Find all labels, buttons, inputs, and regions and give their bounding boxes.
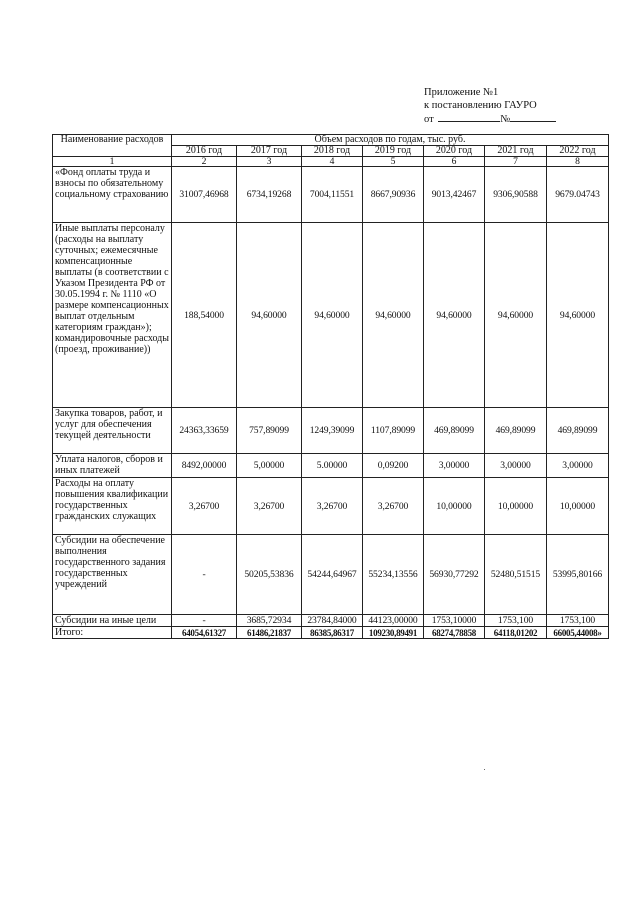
row-name: Субсидии на иные цели	[53, 615, 172, 627]
row-value: 10,00000	[485, 478, 547, 535]
scan-speck	[484, 769, 485, 770]
row-value: 94,60000	[485, 223, 547, 408]
row-value: 52480,51515	[485, 535, 547, 615]
row-name: Субсидии на обеспечение выполнения государственного задания государственных учреждений	[53, 535, 172, 615]
row-value: 6734,19268	[237, 167, 302, 223]
number-sign: №	[500, 114, 511, 125]
row-value: -	[172, 535, 237, 615]
appendix-resolution: к постановлению ГАУРО	[424, 100, 537, 111]
row-value: 8667,90936	[363, 167, 424, 223]
row-value: 23784,84000	[302, 615, 363, 627]
row-value: 757,89099	[237, 408, 302, 454]
row-value: 5.00000	[302, 454, 363, 478]
year-header: 2018 год	[302, 146, 363, 157]
total-value: 86385,86317	[302, 627, 363, 639]
row-value: 3,26700	[363, 478, 424, 535]
total-value: 68274,78858	[424, 627, 485, 639]
row-value: 9306,90588	[485, 167, 547, 223]
appendix-date-line	[424, 112, 556, 126]
row-value: 50205,53836	[237, 535, 302, 615]
row-value: 0,09200	[363, 454, 424, 478]
table-row	[53, 478, 609, 535]
table-row	[53, 615, 609, 627]
name-column-header: Наименование расходов	[53, 135, 172, 157]
row-value: 3,26700	[172, 478, 237, 535]
row-name: Уплата налогов, сборов и иных платежей	[53, 454, 172, 478]
row-value: 9679.04743	[547, 167, 609, 223]
total-value: 64054,61327	[172, 627, 237, 639]
date-blank	[438, 112, 500, 122]
column-index: 3	[237, 157, 302, 167]
row-value: 5,00000	[237, 454, 302, 478]
total-value: 64118,01202	[485, 627, 547, 639]
row-value: 10,00000	[547, 478, 609, 535]
date-prefix: от	[424, 114, 434, 125]
row-value: 94,60000	[237, 223, 302, 408]
row-value: 1753,10000	[424, 615, 485, 627]
row-value: 54244,64967	[302, 535, 363, 615]
row-value: 3685,72934	[237, 615, 302, 627]
table-row	[53, 454, 609, 478]
row-value: 469,89099	[424, 408, 485, 454]
table-row	[53, 408, 609, 454]
expenses-table	[52, 134, 609, 639]
year-header: 2019 год	[363, 146, 424, 157]
year-header: 2021 год	[485, 146, 547, 157]
table-row	[53, 223, 609, 408]
row-value: 31007,46968	[172, 167, 237, 223]
column-index: 6	[424, 157, 485, 167]
year-header: 2022 год	[547, 146, 609, 157]
row-value: 24363,33659	[172, 408, 237, 454]
column-index: 1	[53, 157, 172, 167]
row-name: Иные выплаты персоналу (расходы на выплату суточных; ежемесячные компенсационные выплаты (в соответствии с Указом Президента РФ от 30.05.1994 г. № 1110 «О размере компенсационных выплат отдельным категориям граждан»); командировочные расходы (проезд, проживание))	[53, 223, 172, 408]
row-value: 53995,80166	[547, 535, 609, 615]
row-value: 1753,100	[485, 615, 547, 627]
row-value: 469,89099	[547, 408, 609, 454]
row-value: 1753,100	[547, 615, 609, 627]
appendix-header	[424, 86, 556, 126]
year-header: 2020 год	[424, 146, 485, 157]
row-value: 188,54000	[172, 223, 237, 408]
row-name: «Фонд оплаты труда и взносы по обязательному социальному страхованию	[53, 167, 172, 223]
total-label: Итого:	[53, 627, 172, 639]
total-value: 109230,89491	[363, 627, 424, 639]
column-index: 7	[485, 157, 547, 167]
column-index: 8	[547, 157, 609, 167]
column-index: 4	[302, 157, 363, 167]
column-index: 2	[172, 157, 237, 167]
row-value: 94,60000	[547, 223, 609, 408]
year-header: 2016 год	[172, 146, 237, 157]
row-value: 3,00000	[424, 454, 485, 478]
number-blank	[510, 112, 556, 122]
row-value: 3,00000	[547, 454, 609, 478]
row-value: 469,89099	[485, 408, 547, 454]
total-value: 66005,44008»	[547, 627, 609, 639]
row-value: -	[172, 615, 237, 627]
table-row	[53, 535, 609, 615]
row-value: 9013,42467	[424, 167, 485, 223]
row-value: 1107,89099	[363, 408, 424, 454]
row-value: 94,60000	[302, 223, 363, 408]
volume-group-header: Объем расходов по годам, тыс. руб.	[172, 135, 609, 146]
row-value: 44123,00000	[363, 615, 424, 627]
row-value: 94,60000	[424, 223, 485, 408]
row-value: 55234,13556	[363, 535, 424, 615]
row-name: Расходы на оплату повышения квалификации государственных гражданских служащих	[53, 478, 172, 535]
row-value: 10,00000	[424, 478, 485, 535]
appendix-title: Приложение №1	[424, 87, 499, 98]
total-value: 61486,21837	[237, 627, 302, 639]
row-value: 8492,00000	[172, 454, 237, 478]
table-header-row	[53, 135, 609, 146]
column-index: 5	[363, 157, 424, 167]
total-row	[53, 627, 609, 639]
row-value: 1249,39099	[302, 408, 363, 454]
row-name: Закупка товаров, работ, и услуг для обеспечения текущей деятельности	[53, 408, 172, 454]
year-header: 2017 год	[237, 146, 302, 157]
row-value: 3,26700	[302, 478, 363, 535]
column-index-row	[53, 157, 609, 167]
row-value: 56930,77292	[424, 535, 485, 615]
row-value: 3,00000	[485, 454, 547, 478]
table-row	[53, 167, 609, 223]
row-value: 3,26700	[237, 478, 302, 535]
row-value: 94,60000	[363, 223, 424, 408]
row-value: 7004,11551	[302, 167, 363, 223]
